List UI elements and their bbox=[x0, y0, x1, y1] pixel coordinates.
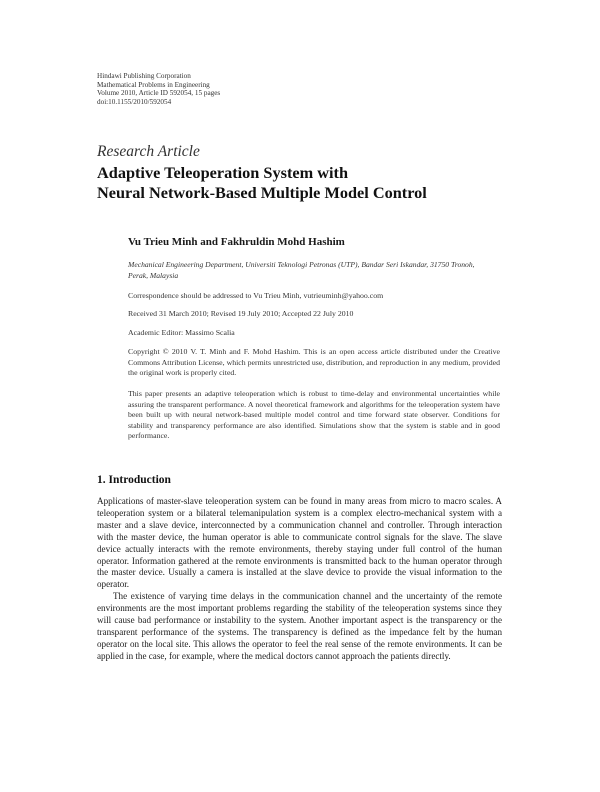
title-line-2: Neural Network-Based Multiple Model Control bbox=[97, 183, 427, 202]
volume-info: Volume 2010, Article ID 592054, 15 pages bbox=[97, 89, 221, 98]
copyright-notice: Copyright © 2010 V. T. Minh and F. Mohd Hashim. This is an open access article distributed under the Creative Commons Attribution License, which permits unrestricted use, distribution, and reproduction in any medium, provided the original work is properly cited. bbox=[128, 347, 500, 378]
academic-editor: Academic Editor: Massimo Scalia bbox=[128, 328, 235, 337]
body-text bbox=[97, 496, 502, 663]
title-line-1: Adaptive Teleoperation System with bbox=[97, 163, 349, 182]
journal-name: Mathematical Problems in Engineering bbox=[97, 80, 210, 89]
journal-header bbox=[97, 72, 220, 106]
affiliation: Mechanical Engineering Department, Universiti Teknologi Petronas (UTP), Bandar Seri Iskandar, 31750 Tronoh, Perak, Malaysia bbox=[128, 260, 475, 280]
abstract: This paper presents an adaptive teleoperation which is robust to time-delay and environmental uncertainties while assuring the transparent performance. A novel theoretical framework and algorithms for the teleoperation system have been built up with neural network-based multiple model control and time forward state observer. Conditions for stability and transparency performance are also identified. Simulations show that the system is stable and in good performance. bbox=[128, 389, 500, 441]
article-type: Research Article bbox=[97, 143, 200, 160]
received-dates: Received 31 March 2010; Revised 19 July 2010; Accepted 22 July 2010 bbox=[128, 309, 354, 318]
authors: Vu Trieu Minh and Fakhruldin Mohd Hashim bbox=[128, 236, 345, 248]
doi: doi:10.1155/2010/592054 bbox=[97, 97, 172, 106]
paragraph-2: The existence of varying time delays in the communication channel and the uncertainty of the remote environments are the most important problems regarding the stability of the teleoperation systems since they will cause bad performance or instability to the system. Another important aspect is the transparency or the transparent performance of the systems. The transparency is defined as the impedance felt by the human operator on the local site. This allows the operator to feel the real sense of the remote environments. It can be applied in the case, for example, where the medical doctors cannot approach the patients directly. bbox=[97, 591, 502, 661]
paper-title bbox=[97, 163, 427, 203]
paragraph-1: Applications of master-slave teleoperation system can be found in many areas from micro to macro scales. A teleoperation system or a bilateral telemanipulation system is a complex electro-mechanical system with a master and a slave device, interconnected by a communication channel and controller. Through interaction with the master device, the human operator is able to communicate control signals for the slave. The slave device actually interacts with the remote environments, thereby staying under full control of the human operator. Information gathered at the remote environments is transmitted back to the human operator through the master device. Usually a camera is installed at the slave device to provide the visual information to the operator. bbox=[97, 496, 502, 590]
correspondence: Correspondence should be addressed to Vu Trieu Minh, vutrieuminh@yahoo.com bbox=[128, 291, 384, 300]
section-heading: 1. Introduction bbox=[97, 474, 171, 486]
publisher-name: Hindawi Publishing Corporation bbox=[97, 72, 191, 80]
